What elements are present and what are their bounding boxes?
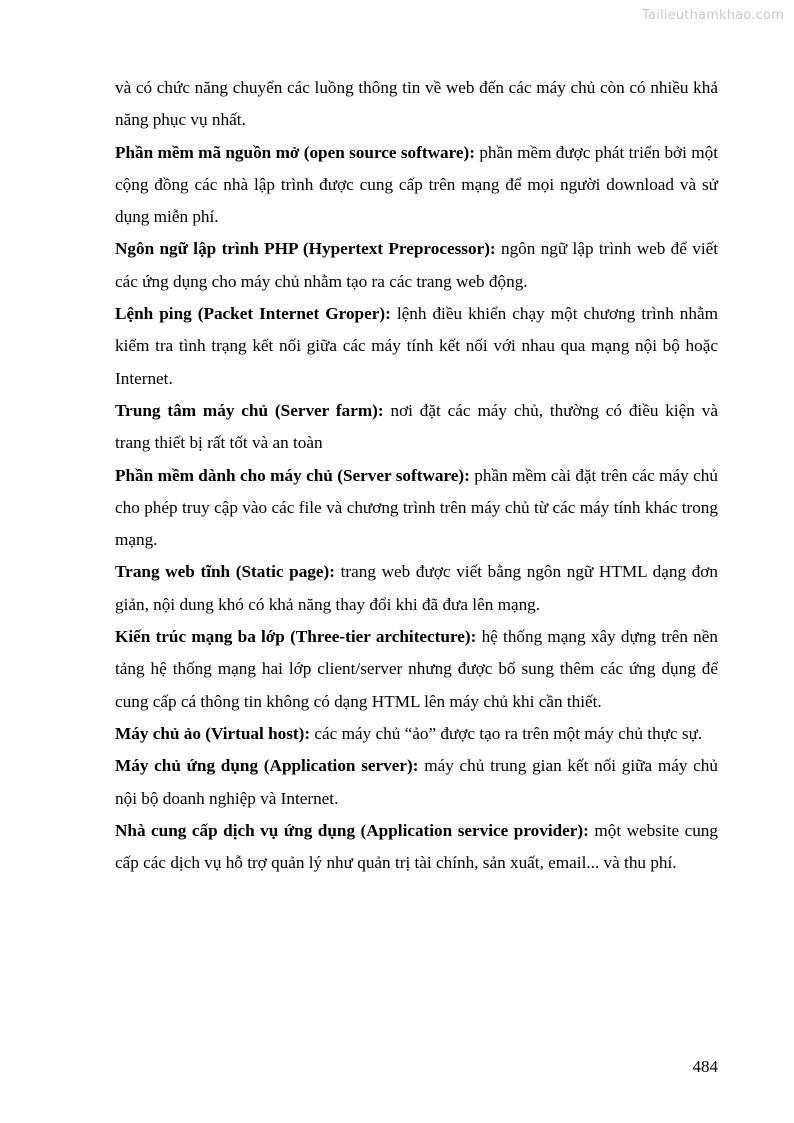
glossary-definition: trang web được viết bằng ngôn ngữ HTML dạng đơn giản, nội dung khó có khả năng thay đổi khi đã đưa lên mạng. — [115, 562, 718, 614]
glossary-entry — [115, 621, 718, 718]
glossary-term: Kiến trúc mạng ba lớp (Three-tier architecture): — [115, 627, 477, 647]
glossary-definition: ngôn ngữ lập trình web để viết các ứng dụng cho máy chủ nhằm tạo ra các trang web động. — [115, 239, 719, 291]
glossary-entry — [115, 395, 718, 460]
glossary-term: Nhà cung cấp dịch vụ ứng dụng (Application service provider): — [115, 820, 589, 840]
glossary-entry — [115, 137, 718, 234]
glossary-body — [115, 72, 718, 879]
glossary-definition: máy chủ trung gian kết nối giữa máy chủ nội bộ doanh nghiệp và Internet. — [115, 756, 718, 808]
glossary-entry — [115, 750, 718, 815]
glossary-definition: một website cung cấp các dịch vụ hỗ trợ quản lý như quản trị tài chính, sản xuất, email... và thu phí. — [115, 820, 718, 873]
glossary-entry — [115, 460, 718, 557]
glossary-term: Phần mềm dành cho máy chủ (Server software): — [115, 465, 470, 485]
glossary-entry — [115, 718, 718, 750]
glossary-term: Ngôn ngữ lập trình PHP (Hypertext Preprocessor): — [115, 239, 496, 259]
page-number: 484 — [692, 1057, 718, 1076]
glossary-definition: phần mềm được phát triển bởi một cộng đồng các nhà lập trình được cung cấp trên mạng để mọi người download và sử dụng miễn phí. — [115, 142, 718, 227]
glossary-entry-continuation — [115, 72, 718, 137]
glossary-term: Trang web tĩnh (Static page): — [115, 562, 335, 582]
watermark: Tailieuthamkhao.com — [642, 8, 784, 23]
glossary-definition: nơi đặt các máy chủ, thường có điều kiện và trang thiết bị rất tốt và an toàn — [115, 400, 718, 453]
glossary-entry — [115, 556, 718, 621]
glossary-entry — [115, 298, 718, 395]
glossary-definition: lệnh điều khiển chạy một chương trình nhằm kiểm tra tình trạng kết nối giữa các máy tính kết nối với nhau qua mạng nội bộ hoặc Internet. — [115, 304, 718, 388]
glossary-term: Trung tâm máy chủ (Server farm): — [115, 400, 384, 420]
glossary-entry — [115, 233, 718, 298]
glossary-term: Máy chủ ứng dụng (Application server): — [115, 756, 419, 776]
glossary-definition: và có chức năng chuyển các luồng thông tin về web đến các máy chủ còn có nhiều khả năng phục vụ nhất. — [115, 78, 718, 130]
glossary-term: Lệnh ping (Packet Internet Groper): — [115, 304, 391, 324]
glossary-term: Máy chủ ảo (Virtual host): — [115, 723, 311, 743]
glossary-definition: các máy chủ “ảo” được tạo ra trên một máy chủ thực sự. — [310, 723, 703, 743]
glossary-entry — [115, 815, 718, 880]
glossary-definition: hệ thống mạng xây dựng trên nền tảng hệ thống mạng hai lớp client/server nhưng được bổ sung thêm các ứng dụng để cung cấp cá thông tin không có dạng HTML lên máy chủ khi cần thiết. — [115, 627, 718, 711]
glossary-term: Phần mềm mã nguồn mở (open source software): — [115, 142, 475, 162]
glossary-definition: phần mềm cài đặt trên các máy chủ cho phép truy cập vào các file và chương trình trên máy chủ từ các máy tính khác trong mạng. — [115, 465, 718, 550]
